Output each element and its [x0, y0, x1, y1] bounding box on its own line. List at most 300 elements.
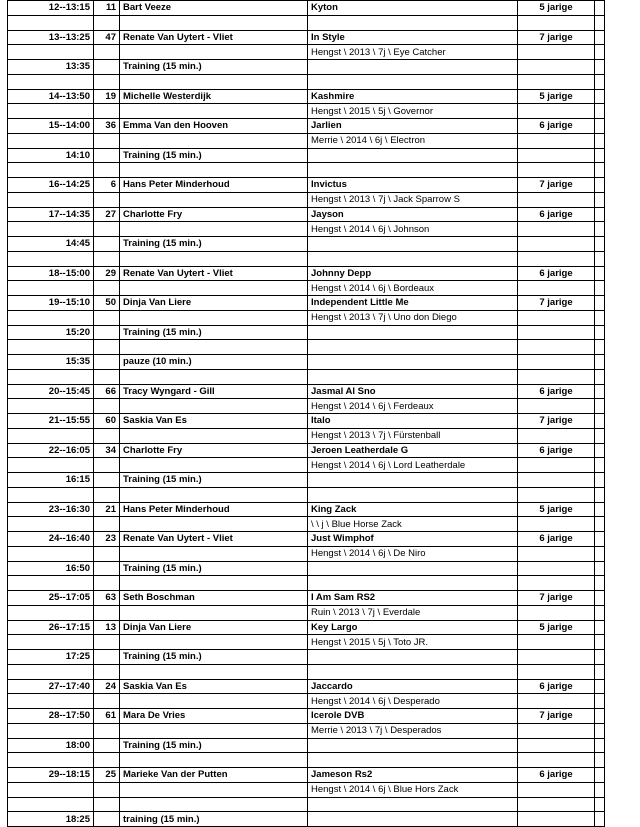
padding-cell — [595, 1, 605, 16]
padding-cell — [595, 266, 605, 281]
rider-cell — [120, 487, 308, 502]
rider-cell — [120, 340, 308, 355]
age-class-cell: 5 jarige — [518, 89, 595, 104]
spacer-row — [8, 753, 605, 768]
age-class-cell: 6 jarige — [518, 768, 595, 783]
horse-detail-row — [8, 605, 605, 620]
start-number-cell — [94, 310, 120, 325]
start-time-cell: 28--17:50 — [8, 709, 94, 724]
schedule-row — [8, 502, 605, 517]
start-time-cell — [8, 723, 94, 738]
schedule-row — [8, 89, 605, 104]
start-number-cell: 13 — [94, 620, 120, 635]
age-class-cell — [518, 281, 595, 296]
padding-cell — [595, 163, 605, 178]
horse-detail-row — [8, 546, 605, 561]
age-class-cell — [518, 104, 595, 119]
age-class-cell — [518, 163, 595, 178]
age-class-cell — [518, 605, 595, 620]
start-time-cell — [8, 222, 94, 237]
start-time-cell — [8, 428, 94, 443]
padding-cell — [595, 192, 605, 207]
start-time-cell — [8, 15, 94, 30]
start-time-cell: 14:10 — [8, 148, 94, 163]
rider-cell — [120, 576, 308, 591]
start-number-cell — [94, 369, 120, 384]
padding-cell — [595, 709, 605, 724]
start-number-cell — [94, 812, 120, 827]
start-number-cell: 6 — [94, 178, 120, 193]
age-class-cell: 6 jarige — [518, 679, 595, 694]
schedule-row — [8, 355, 605, 370]
rider-cell: Training (15 min.) — [120, 650, 308, 665]
start-time-cell: 16:50 — [8, 561, 94, 576]
rider-cell — [120, 458, 308, 473]
start-time-cell — [8, 605, 94, 620]
start-number-cell: 50 — [94, 296, 120, 311]
schedule-row — [8, 473, 605, 488]
age-class-cell — [518, 723, 595, 738]
spacer-row — [8, 664, 605, 679]
padding-cell — [595, 502, 605, 517]
rider-cell — [120, 192, 308, 207]
age-class-cell — [518, 546, 595, 561]
rider-cell — [120, 723, 308, 738]
start-time-cell: 18:00 — [8, 738, 94, 753]
start-time-cell: 13--13:25 — [8, 30, 94, 45]
start-number-cell — [94, 561, 120, 576]
padding-cell — [595, 591, 605, 606]
schedule-row — [8, 650, 605, 665]
start-number-cell — [94, 487, 120, 502]
start-time-cell — [8, 192, 94, 207]
age-class-cell — [518, 797, 595, 812]
start-time-cell: 14:45 — [8, 237, 94, 252]
age-class-cell — [518, 458, 595, 473]
horse-cell: King Zack — [308, 502, 518, 517]
horse-detail-row — [8, 192, 605, 207]
age-class-cell — [518, 340, 595, 355]
padding-cell — [595, 384, 605, 399]
start-number-cell: 21 — [94, 502, 120, 517]
padding-cell — [595, 428, 605, 443]
start-time-cell: 25--17:05 — [8, 591, 94, 606]
horse-cell: Johnny Depp — [308, 266, 518, 281]
rider-cell: Emma Van den Hooven — [120, 119, 308, 134]
padding-cell — [595, 605, 605, 620]
start-number-cell — [94, 60, 120, 75]
start-time-cell — [8, 487, 94, 502]
spacer-row — [8, 369, 605, 384]
age-class-cell — [518, 487, 595, 502]
rider-cell — [120, 546, 308, 561]
rider-cell: Saskia Van Es — [120, 679, 308, 694]
start-number-cell — [94, 133, 120, 148]
rider-cell — [120, 310, 308, 325]
start-time-cell: 18--15:00 — [8, 266, 94, 281]
rider-cell — [120, 782, 308, 797]
rider-cell — [120, 74, 308, 89]
rider-cell: Dinja Van Liere — [120, 620, 308, 635]
start-number-cell: 36 — [94, 119, 120, 134]
age-class-cell: 5 jarige — [518, 620, 595, 635]
padding-cell — [595, 532, 605, 547]
schedule-row — [8, 325, 605, 340]
horse-detail-cell: Ruin \ 2013 \ 7j \ Everdale — [308, 605, 518, 620]
schedule-row — [8, 119, 605, 134]
start-number-cell: 61 — [94, 709, 120, 724]
age-class-cell — [518, 60, 595, 75]
horse-cell: Invictus — [308, 178, 518, 193]
start-time-cell: 13:35 — [8, 60, 94, 75]
age-class-cell — [518, 694, 595, 709]
horse-cell — [308, 738, 518, 753]
age-class-cell: 5 jarige — [518, 502, 595, 517]
rider-cell: Mara De Vries — [120, 709, 308, 724]
start-time-cell — [8, 797, 94, 812]
age-class-cell — [518, 369, 595, 384]
padding-cell — [595, 664, 605, 679]
horse-detail-cell: Merrie \ 2014 \ 6j \ Electron — [308, 133, 518, 148]
age-class-cell: 6 jarige — [518, 532, 595, 547]
horse-cell — [308, 163, 518, 178]
start-time-cell — [8, 310, 94, 325]
rider-cell — [120, 428, 308, 443]
age-class-cell — [518, 133, 595, 148]
rider-cell: Training (15 min.) — [120, 148, 308, 163]
schedule-row — [8, 532, 605, 547]
age-class-cell — [518, 325, 595, 340]
padding-cell — [595, 443, 605, 458]
age-class-cell — [518, 738, 595, 753]
start-time-cell: 24--16:40 — [8, 532, 94, 547]
age-class-cell — [518, 45, 595, 60]
padding-cell — [595, 694, 605, 709]
padding-cell — [595, 650, 605, 665]
padding-cell — [595, 797, 605, 812]
age-class-cell — [518, 812, 595, 827]
horse-cell: Key Largo — [308, 620, 518, 635]
age-class-cell: 7 jarige — [518, 591, 595, 606]
horse-detail-row — [8, 517, 605, 532]
start-number-cell: 47 — [94, 30, 120, 45]
padding-cell — [595, 178, 605, 193]
rider-cell: Training (15 min.) — [120, 473, 308, 488]
start-number-cell — [94, 458, 120, 473]
rider-cell — [120, 251, 308, 266]
schedule-row — [8, 561, 605, 576]
padding-cell — [595, 222, 605, 237]
age-class-cell — [518, 355, 595, 370]
padding-cell — [595, 620, 605, 635]
horse-detail-row — [8, 723, 605, 738]
start-number-cell — [94, 605, 120, 620]
start-number-cell — [94, 281, 120, 296]
horse-cell — [308, 664, 518, 679]
spacer-row — [8, 251, 605, 266]
start-time-cell: 17:25 — [8, 650, 94, 665]
horse-detail-cell: Hengst \ 2015 \ 5j \ Governor — [308, 104, 518, 119]
padding-cell — [595, 148, 605, 163]
start-number-cell: 66 — [94, 384, 120, 399]
start-time-cell: 16:15 — [8, 473, 94, 488]
start-time-cell — [8, 635, 94, 650]
horse-cell — [308, 473, 518, 488]
start-time-cell — [8, 369, 94, 384]
start-time-cell: 19--15:10 — [8, 296, 94, 311]
start-time-cell — [8, 782, 94, 797]
rider-cell: Saskia Van Es — [120, 414, 308, 429]
age-class-cell — [518, 251, 595, 266]
horse-cell — [308, 148, 518, 163]
start-time-cell — [8, 340, 94, 355]
start-number-cell — [94, 163, 120, 178]
start-number-cell — [94, 399, 120, 414]
age-class-cell — [518, 237, 595, 252]
horse-detail-row — [8, 133, 605, 148]
age-class-cell: 6 jarige — [518, 443, 595, 458]
padding-cell — [595, 340, 605, 355]
start-number-cell: 24 — [94, 679, 120, 694]
padding-cell — [595, 296, 605, 311]
start-number-cell: 19 — [94, 89, 120, 104]
rider-cell: Michelle Westerdijk — [120, 89, 308, 104]
padding-cell — [595, 207, 605, 222]
horse-cell: Icerole DVB — [308, 709, 518, 724]
horse-detail-row — [8, 222, 605, 237]
horse-detail-row — [8, 428, 605, 443]
horse-detail-cell: Hengst \ 2014 \ 6j \ Lord Leatherdale — [308, 458, 518, 473]
schedule-row — [8, 709, 605, 724]
horse-cell: Jaccardo — [308, 679, 518, 694]
horse-cell: Kyton — [308, 1, 518, 16]
rider-cell: Training (15 min.) — [120, 561, 308, 576]
rider-cell: Tracy Wyngard - Gill — [120, 384, 308, 399]
horse-cell — [308, 325, 518, 340]
start-number-cell: 63 — [94, 591, 120, 606]
schedule-body — [8, 1, 605, 827]
horse-detail-cell: Hengst \ 2015 \ 5j \ Toto JR. — [308, 635, 518, 650]
spacer-row — [8, 576, 605, 591]
age-class-cell — [518, 148, 595, 163]
start-number-cell — [94, 797, 120, 812]
start-time-cell: 21--15:55 — [8, 414, 94, 429]
start-number-cell: 29 — [94, 266, 120, 281]
horse-cell — [308, 369, 518, 384]
rider-cell: Renate Van Uytert - Vliet — [120, 532, 308, 547]
horse-cell: Independent Little Me — [308, 296, 518, 311]
rider-cell: Hans Peter Minderhoud — [120, 502, 308, 517]
start-number-cell — [94, 473, 120, 488]
horse-cell: Jeroen Leatherdale G — [308, 443, 518, 458]
age-class-cell: 7 jarige — [518, 30, 595, 45]
padding-cell — [595, 473, 605, 488]
start-time-cell: 27--17:40 — [8, 679, 94, 694]
padding-cell — [595, 325, 605, 340]
padding-cell — [595, 237, 605, 252]
start-time-cell — [8, 163, 94, 178]
start-time-cell — [8, 45, 94, 60]
horse-detail-row — [8, 694, 605, 709]
padding-cell — [595, 119, 605, 134]
schedule-row — [8, 148, 605, 163]
age-class-cell: 6 jarige — [518, 207, 595, 222]
padding-cell — [595, 517, 605, 532]
start-number-cell — [94, 723, 120, 738]
start-time-cell — [8, 576, 94, 591]
horse-cell: Jayson — [308, 207, 518, 222]
spacer-row — [8, 15, 605, 30]
age-class-cell: 7 jarige — [518, 414, 595, 429]
padding-cell — [595, 30, 605, 45]
start-time-cell — [8, 753, 94, 768]
schedule-row — [8, 178, 605, 193]
horse-detail-cell: Hengst \ 2014 \ 6j \ Blue Hors Zack — [308, 782, 518, 797]
schedule-row — [8, 738, 605, 753]
schedule-row — [8, 384, 605, 399]
padding-cell — [595, 768, 605, 783]
rider-cell — [120, 399, 308, 414]
rider-cell: Training (15 min.) — [120, 325, 308, 340]
start-time-cell — [8, 74, 94, 89]
horse-cell — [308, 74, 518, 89]
rider-cell: Charlotte Fry — [120, 207, 308, 222]
age-class-cell — [518, 310, 595, 325]
start-time-cell: 12--13:15 — [8, 1, 94, 16]
start-time-cell: 16--14:25 — [8, 178, 94, 193]
start-time-cell — [8, 546, 94, 561]
age-class-cell — [518, 664, 595, 679]
start-time-cell: 15:35 — [8, 355, 94, 370]
horse-detail-cell: Merrie \ 2013 \ 7j \ Desperados — [308, 723, 518, 738]
start-number-cell — [94, 251, 120, 266]
start-time-cell: 29--18:15 — [8, 768, 94, 783]
start-number-cell — [94, 74, 120, 89]
age-class-cell: 5 jarige — [518, 1, 595, 16]
padding-cell — [595, 782, 605, 797]
horse-cell — [308, 797, 518, 812]
age-class-cell — [518, 15, 595, 30]
start-time-cell — [8, 399, 94, 414]
horse-cell: Kashmire — [308, 89, 518, 104]
horse-detail-cell: \ \ j \ Blue Horse Zack — [308, 517, 518, 532]
horse-detail-cell: Hengst \ 2014 \ 6j \ Bordeaux — [308, 281, 518, 296]
start-number-cell — [94, 650, 120, 665]
start-number-cell — [94, 546, 120, 561]
padding-cell — [595, 281, 605, 296]
schedule-row — [8, 266, 605, 281]
start-time-cell — [8, 458, 94, 473]
start-time-cell: 26--17:15 — [8, 620, 94, 635]
start-time-cell — [8, 517, 94, 532]
rider-cell: Training (15 min.) — [120, 60, 308, 75]
age-class-cell: 7 jarige — [518, 178, 595, 193]
horse-cell — [308, 753, 518, 768]
schedule-row — [8, 414, 605, 429]
age-class-cell — [518, 192, 595, 207]
rider-cell — [120, 45, 308, 60]
age-class-cell: 6 jarige — [518, 266, 595, 281]
schedule-row — [8, 443, 605, 458]
padding-cell — [595, 753, 605, 768]
padding-cell — [595, 89, 605, 104]
start-time-cell: 15--14:00 — [8, 119, 94, 134]
padding-cell — [595, 723, 605, 738]
horse-cell — [308, 812, 518, 827]
age-class-cell — [518, 517, 595, 532]
age-class-cell — [518, 576, 595, 591]
start-time-cell: 17--14:35 — [8, 207, 94, 222]
rider-cell — [120, 15, 308, 30]
padding-cell — [595, 414, 605, 429]
horse-detail-cell: Hengst \ 2013 \ 7j \ Eye Catcher — [308, 45, 518, 60]
rider-cell — [120, 369, 308, 384]
rider-cell — [120, 694, 308, 709]
start-number-cell — [94, 222, 120, 237]
age-class-cell — [518, 74, 595, 89]
rider-cell — [120, 133, 308, 148]
spacer-row — [8, 74, 605, 89]
horse-cell — [308, 576, 518, 591]
start-number-cell — [94, 148, 120, 163]
padding-cell — [595, 251, 605, 266]
start-number-cell: 25 — [94, 768, 120, 783]
spacer-row — [8, 163, 605, 178]
start-time-cell: 15:20 — [8, 325, 94, 340]
horse-detail-cell: Hengst \ 2014 \ 6j \ Ferdeaux — [308, 399, 518, 414]
rider-cell — [120, 605, 308, 620]
padding-cell — [595, 399, 605, 414]
start-number-cell — [94, 15, 120, 30]
horse-cell: In Style — [308, 30, 518, 45]
rider-cell — [120, 281, 308, 296]
schedule-row — [8, 812, 605, 827]
start-time-cell: 23--16:30 — [8, 502, 94, 517]
age-class-cell — [518, 561, 595, 576]
start-number-cell — [94, 635, 120, 650]
rider-cell — [120, 753, 308, 768]
rider-cell — [120, 664, 308, 679]
schedule-row — [8, 1, 605, 16]
start-time-cell — [8, 281, 94, 296]
rider-cell: Dinja Van Liere — [120, 296, 308, 311]
horse-cell — [308, 340, 518, 355]
start-time-cell — [8, 694, 94, 709]
schedule-table — [7, 0, 605, 827]
padding-cell — [595, 487, 605, 502]
start-time-cell — [8, 664, 94, 679]
age-class-cell — [518, 753, 595, 768]
start-number-cell — [94, 45, 120, 60]
padding-cell — [595, 738, 605, 753]
rider-cell: Training (15 min.) — [120, 237, 308, 252]
start-number-cell — [94, 664, 120, 679]
rider-cell — [120, 163, 308, 178]
rider-cell: pauze (10 min.) — [120, 355, 308, 370]
padding-cell — [595, 133, 605, 148]
schedule-row — [8, 768, 605, 783]
horse-detail-cell: Hengst \ 2013 \ 7j \ Jack Sparrow S — [308, 192, 518, 207]
schedule-row — [8, 30, 605, 45]
age-class-cell — [518, 428, 595, 443]
horse-cell — [308, 650, 518, 665]
start-time-cell — [8, 104, 94, 119]
rider-cell: Training (15 min.) — [120, 738, 308, 753]
horse-detail-row — [8, 635, 605, 650]
rider-cell: Charlotte Fry — [120, 443, 308, 458]
start-number-cell — [94, 694, 120, 709]
rider-cell: Marieke Van der Putten — [120, 768, 308, 783]
